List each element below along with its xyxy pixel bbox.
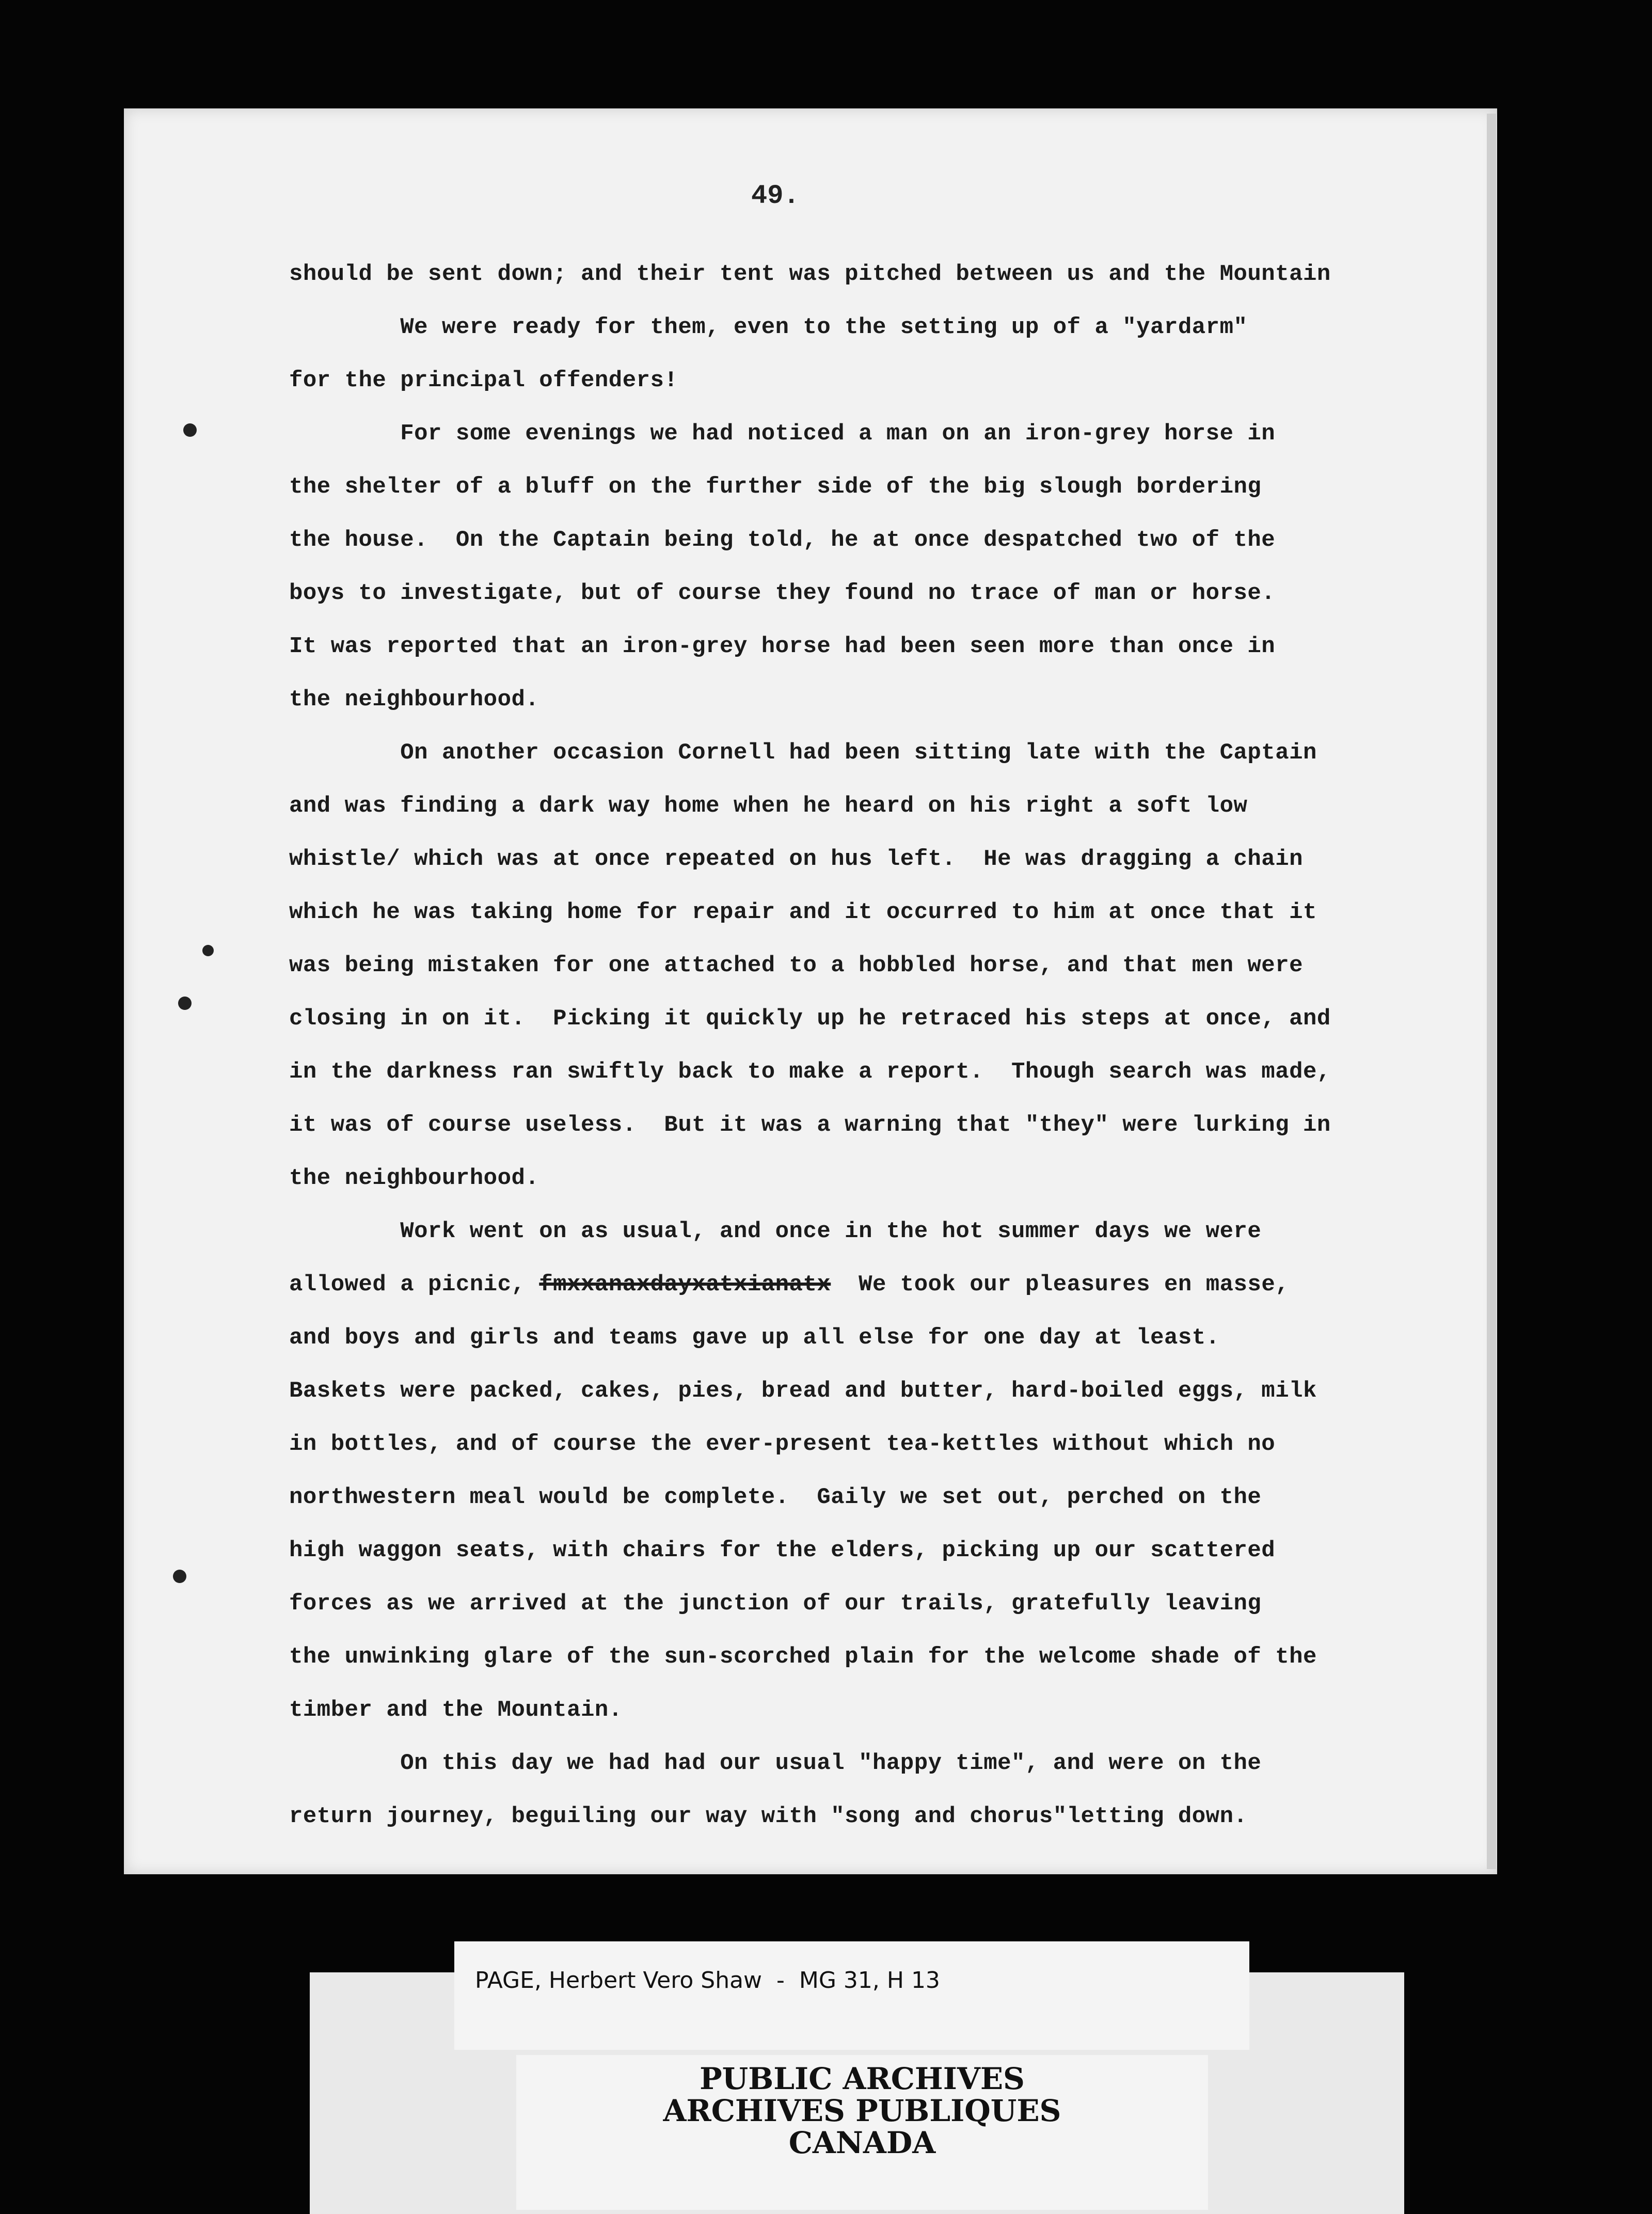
- stamp-line: PUBLIC ARCHIVES: [700, 2061, 1025, 2096]
- stamp-line: ARCHIVES PUBLIQUES: [663, 2093, 1061, 2128]
- text-line: boys to investigate, but of course they found no trace of man or horse.: [289, 580, 1276, 606]
- text-line: high waggon seats, with chairs for the elders, picking up our scattered: [289, 1538, 1276, 1563]
- text-line: On another occasion Cornell had been sitting late with the Captain: [289, 740, 1317, 766]
- text-line: which he was taking home for repair and it occurred to him at once that it: [289, 899, 1317, 925]
- text-line: for the principal offenders!: [289, 368, 678, 393]
- typed-text-body: [289, 248, 1507, 1843]
- punch-hole-mark: [178, 997, 192, 1010]
- text-line: the shelter of a bluff on the further side of the big slough bordering: [289, 474, 1262, 500]
- text-line: It was reported that an iron-grey horse had been seen more than once in: [289, 634, 1276, 659]
- text-line: Work went on as usual, and once in the hot summer days we were: [289, 1219, 1262, 1244]
- text-line: northwestern meal would be complete. Gaily we set out, perched on the: [289, 1484, 1262, 1510]
- text-line: the neighbourhood.: [289, 1165, 539, 1191]
- punch-hole-mark: [183, 423, 197, 437]
- text-line: return journey, beguiling our way with "song and chorus"letting down.: [289, 1804, 1248, 1829]
- punch-hole-mark: [202, 945, 214, 956]
- text-line: closing in on it. Picking it quickly up he retraced his steps at once, and: [289, 1006, 1331, 1032]
- text-line: was being mistaken for one attached to a hobbled horse, and that men were: [289, 953, 1304, 978]
- page-number: 49.: [751, 181, 800, 211]
- text-line: We were ready for them, even to the setting up of a "yardarm": [289, 314, 1248, 340]
- punch-hole-mark: [173, 1570, 186, 1583]
- text-line: the unwinking glare of the sun-scorched plain for the welcome shade of the: [289, 1644, 1317, 1670]
- text-line-with-strikeout: [289, 1258, 1507, 1311]
- text-line: On this day we had had our usual "happy time", and were on the: [289, 1750, 1262, 1776]
- text-line: in the darkness ran swiftly back to make a report. Though search was made,: [289, 1059, 1331, 1085]
- text-line: Baskets were packed, cakes, pies, bread and butter, hard-boiled eggs, milk: [289, 1378, 1317, 1404]
- reference-label-card: [454, 1941, 1249, 2050]
- archive-reference: PAGE, Herbert Vero Shaw - MG 31, H 13: [475, 1967, 940, 1994]
- text-line: in bottles, and of course the ever-present tea-kettles without which no: [289, 1431, 1276, 1457]
- stamp-line: CANADA: [788, 2125, 936, 2160]
- text-segment: allowed a picnic,: [289, 1272, 526, 1298]
- text-line: the house. On the Captain being told, he at once despatched two of the: [289, 527, 1276, 553]
- text-line: forces as we arrived at the junction of our trails, gratefully leaving: [289, 1591, 1262, 1617]
- text-line: For some evenings we had noticed a man on an iron-grey horse in: [289, 421, 1276, 447]
- text-line: the neighbourhood.: [289, 687, 539, 713]
- text-line: whistle/ which was at once repeated on hus left. He was dragging a chain: [289, 846, 1304, 872]
- struck-out-text: fmxxanaxdayxatxianatx: [539, 1272, 831, 1298]
- text-line: and was finding a dark way home when he heard on his right a soft low: [289, 793, 1248, 819]
- text-segment: We took our pleasures en masse,: [859, 1272, 1290, 1298]
- text-line: it was of course useless. But it was a warning that "they" were lurking in: [289, 1112, 1331, 1138]
- text-line: timber and the Mountain.: [289, 1697, 623, 1723]
- text-line: and boys and girls and teams gave up all else for one day at least.: [289, 1325, 1220, 1351]
- text-line: should be sent down; and their tent was pitched between us and the Mountain: [289, 261, 1331, 287]
- archives-stamp: [516, 2063, 1208, 2159]
